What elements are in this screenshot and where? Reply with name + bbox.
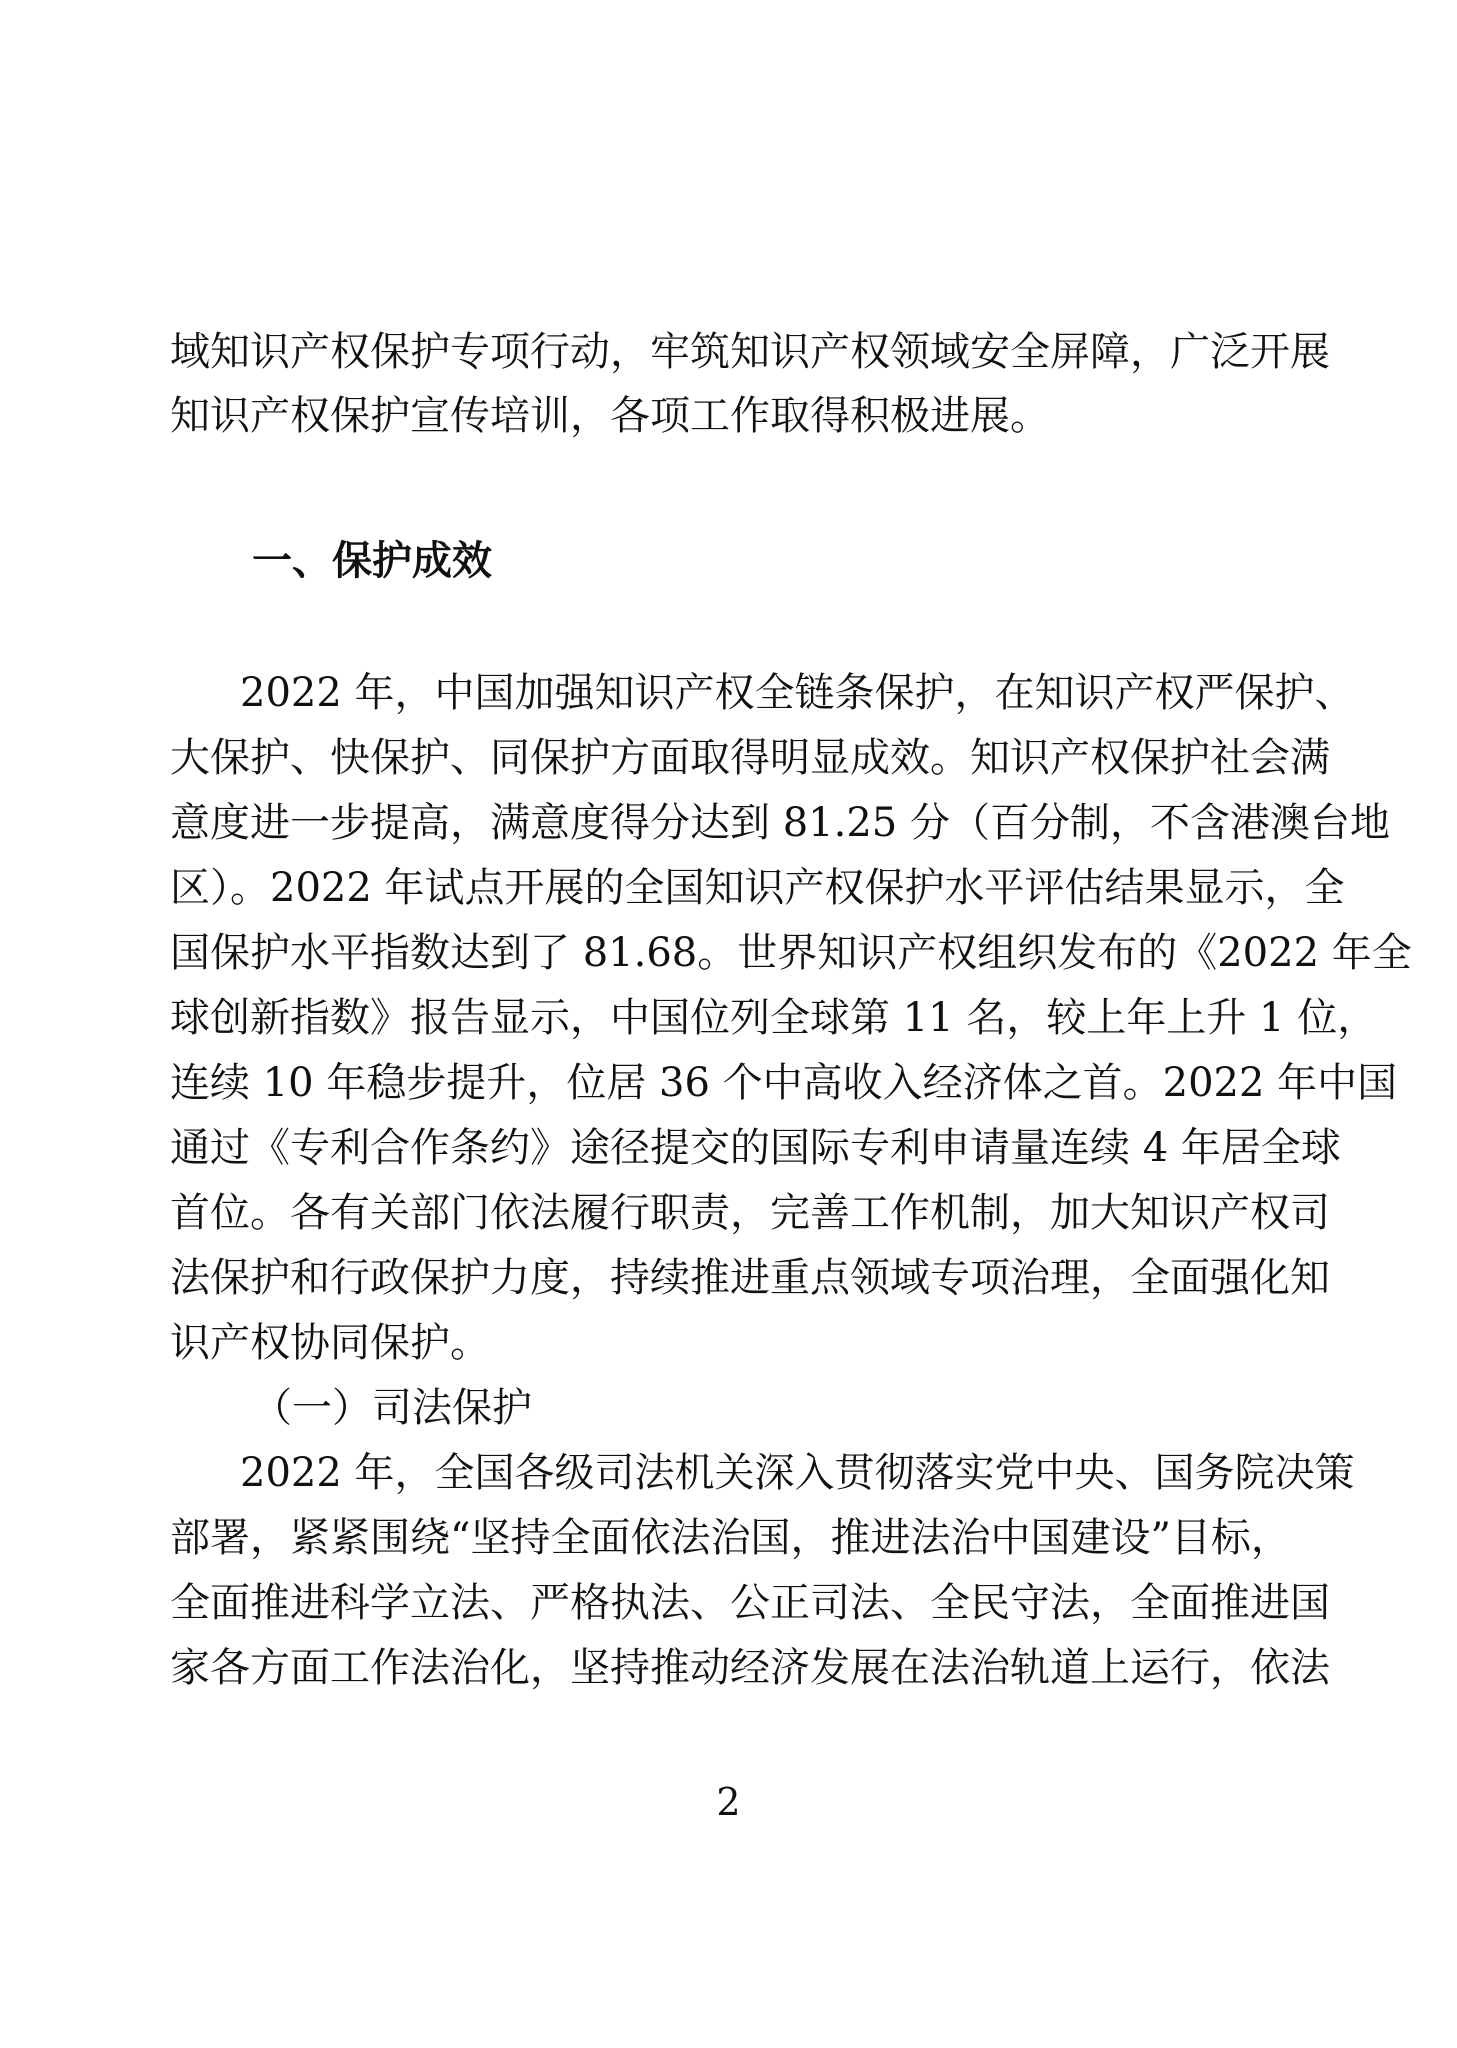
paragraph2-line-3: 全面推进科学立法、严格执法、公正司法、全民守法，全面推进国 xyxy=(170,1580,1330,1626)
paragraph1-line-3: 意度进一步提高，满意度得分达到 81.25 分（百分制，不含港澳台地 xyxy=(170,800,1390,846)
paragraph2-line-4: 家各方面工作法治化，坚持推动经济发展在法治轨道上运行，依法 xyxy=(170,1645,1330,1691)
paragraph1-line-5: 国保护水平指数达到了 81.68。世界知识产权组织发布的《2022 年全 xyxy=(170,930,1412,976)
subsection-heading: （一）司法保护 xyxy=(252,1385,532,1431)
paragraph2-line-1: 2022 年，全国各级司法机关深入贯彻落实党中央、国务院决策 xyxy=(240,1450,1355,1496)
section-heading: 一、保护成效 xyxy=(252,538,492,584)
paragraph2-line-2: 部署，紧紧围绕“坚持全面依法治国，推进法治中国建设”目标， xyxy=(170,1515,1291,1561)
paragraph1-line-8: 通过《专利合作条约》途径提交的国际专利申请量连续 4 年居全球 xyxy=(170,1125,1341,1171)
paragraph1-line-7: 连续 10 年稳步提升，位居 36 个中高收入经济体之首。2022 年中国 xyxy=(170,1060,1398,1106)
paragraph1-line-9: 首位。各有关部门依法履行职责，完善工作机制，加大知识产权司 xyxy=(170,1190,1330,1236)
intro-line-2: 知识产权保护宣传培训，各项工作取得积极进展。 xyxy=(170,393,1050,439)
paragraph1-line-10: 法保护和行政保护力度，持续推进重点领域专项治理，全面强化知 xyxy=(170,1255,1330,1301)
paragraph1-line-1: 2022 年，中国加强知识产权全链条保护，在知识产权严保护、 xyxy=(240,670,1355,716)
intro-line-1: 域知识产权保护专项行动，牢筑知识产权领域安全屏障，广泛开展 xyxy=(170,329,1330,375)
page-number: 2 xyxy=(716,1780,741,1824)
paragraph1-line-11: 识产权协同保护。 xyxy=(170,1320,490,1366)
paragraph1-line-4: 区）。2022 年试点开展的全国知识产权保护水平评估结果显示，全 xyxy=(170,865,1345,911)
paragraph1-line-6: 球创新指数》报告显示，中国位列全球第 11 名，较上年上升 1 位， xyxy=(170,995,1378,1041)
paragraph1-line-2: 大保护、快保护、同保护方面取得明显成效。知识产权保护社会满 xyxy=(170,735,1330,781)
